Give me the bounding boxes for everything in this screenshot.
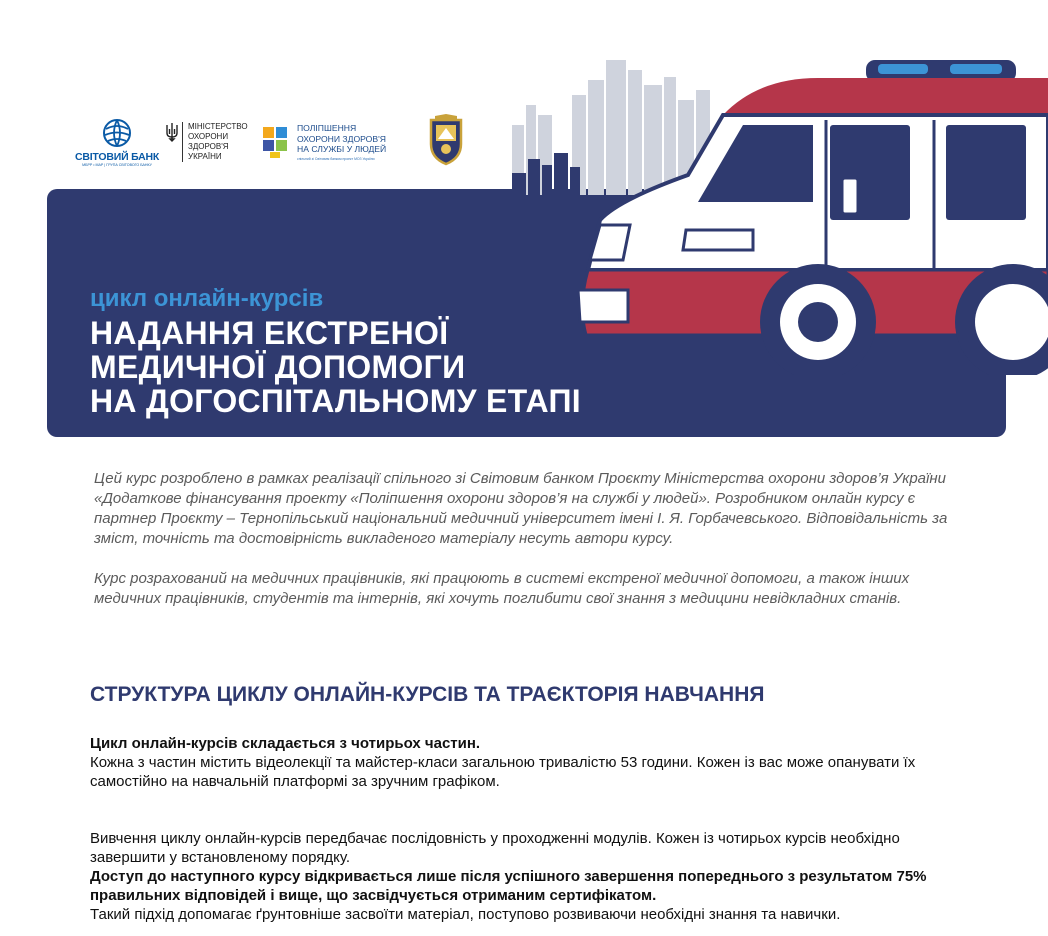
world-bank-logo bbox=[74, 118, 160, 167]
ministry-line: ЗДОРОВ'Я bbox=[188, 142, 229, 151]
structure-lead-text: Кожна з частин містить відеолекції та майстер-класи загальною тривалістю 53 години. Кожен із вас може опанувати їх самостійно на навчальній платформі за зручним графіком. bbox=[90, 754, 916, 790]
banner-title bbox=[90, 316, 581, 418]
banner-title-line: НАДАННЯ ЕКСТРЕНОЇ bbox=[90, 315, 449, 351]
structure-order-text: Вивчення циклу онлайн-курсів передбачає послідовність у проходженні модулів. Кожен із чотирьох курсів необхідно завершити у встановленому порядку. bbox=[90, 830, 900, 866]
world-bank-subtitle: МБРР • МАР | ГРУПА СВІТОВОГО БАНКУ bbox=[82, 162, 152, 167]
ministry-name bbox=[182, 122, 248, 162]
globe-icon bbox=[102, 118, 132, 148]
project-subtitle: спільний зі Світовим банком проект МОЗ України bbox=[297, 156, 375, 161]
structure-closing-text: Такий підхід допомагає ґрунтовніше засвоїти матеріал, поступово розвиваючи необхідні знання та навички. bbox=[90, 906, 841, 923]
ministry-line: УКРАЇНИ bbox=[188, 152, 222, 161]
trident-icon bbox=[166, 122, 178, 142]
university-logo bbox=[425, 114, 467, 171]
banner-subtitle: цикл онлайн-курсів bbox=[90, 285, 324, 312]
intro-text bbox=[94, 469, 974, 609]
structure-lead-bold: Цикл онлайн-курсів складається з чотирьох частин. bbox=[90, 735, 481, 752]
ministry-line: ОХОРОНИ bbox=[188, 132, 229, 141]
banner-title-line: НА ДОГОСПІТАЛЬНОМУ ЕТАПІ bbox=[90, 383, 581, 419]
ministry-logo bbox=[166, 122, 248, 162]
banner-title-line: МЕДИЧНОЇ ДОПОМОГИ bbox=[90, 349, 466, 385]
project-line: ПОЛІПШЕННЯ bbox=[297, 123, 357, 134]
section-heading: СТРУКТУРА ЦИКЛУ ОНЛАЙН-КУРСІВ ТА ТРАЄКТОРІЯ НАВЧАННЯ bbox=[90, 683, 765, 706]
structure-text bbox=[90, 734, 950, 924]
project-name bbox=[297, 123, 407, 155]
structure-access-bold: Доступ до наступного курсу відкривається лише після успішного завершення попереднього з результатом 75% правильних відповідей і вище, що засвідчується отриманим сертифікатом. bbox=[90, 868, 927, 904]
ministry-line: МІНІСТЕРСТВО bbox=[188, 122, 248, 131]
intro-paragraph: Цей курс розроблено в рамках реалізації спільного зі Світовим банком Проєкту Міністерства охорони здоров’я України «Додаткове фінансування проекту «Поліпшення охорони здоров’я на службі у людей». Розробником онлайн курсу є партнер Проєкту – Тернопільський національний медичний університет імені І. Я. Горбачевського. Відповідальність за зміст, точність та достовірність викладеного матеріалу несуть автори курсу. bbox=[94, 470, 948, 547]
project-cube-icon bbox=[261, 125, 289, 159]
ambulance-illustration bbox=[578, 60, 1048, 375]
world-bank-name: СВІТОВИЙ БАНК bbox=[74, 150, 160, 163]
university-crest-icon bbox=[425, 114, 467, 166]
partner-logos bbox=[74, 112, 467, 172]
intro-paragraph: Курс розрахований на медичних працівників, які працюють в системі екстреної медичної допомоги, а також інших медичних працівників, студентів та інтернів, які хочуть поглибити свої знання з медицини невідкладних станів. bbox=[94, 570, 910, 607]
project-line: НА СЛУЖБІ У ЛЮДЕЙ bbox=[297, 144, 387, 155]
project-line: ОХОРОНИ ЗДОРОВ'Я bbox=[297, 133, 386, 144]
project-logo bbox=[261, 123, 407, 161]
